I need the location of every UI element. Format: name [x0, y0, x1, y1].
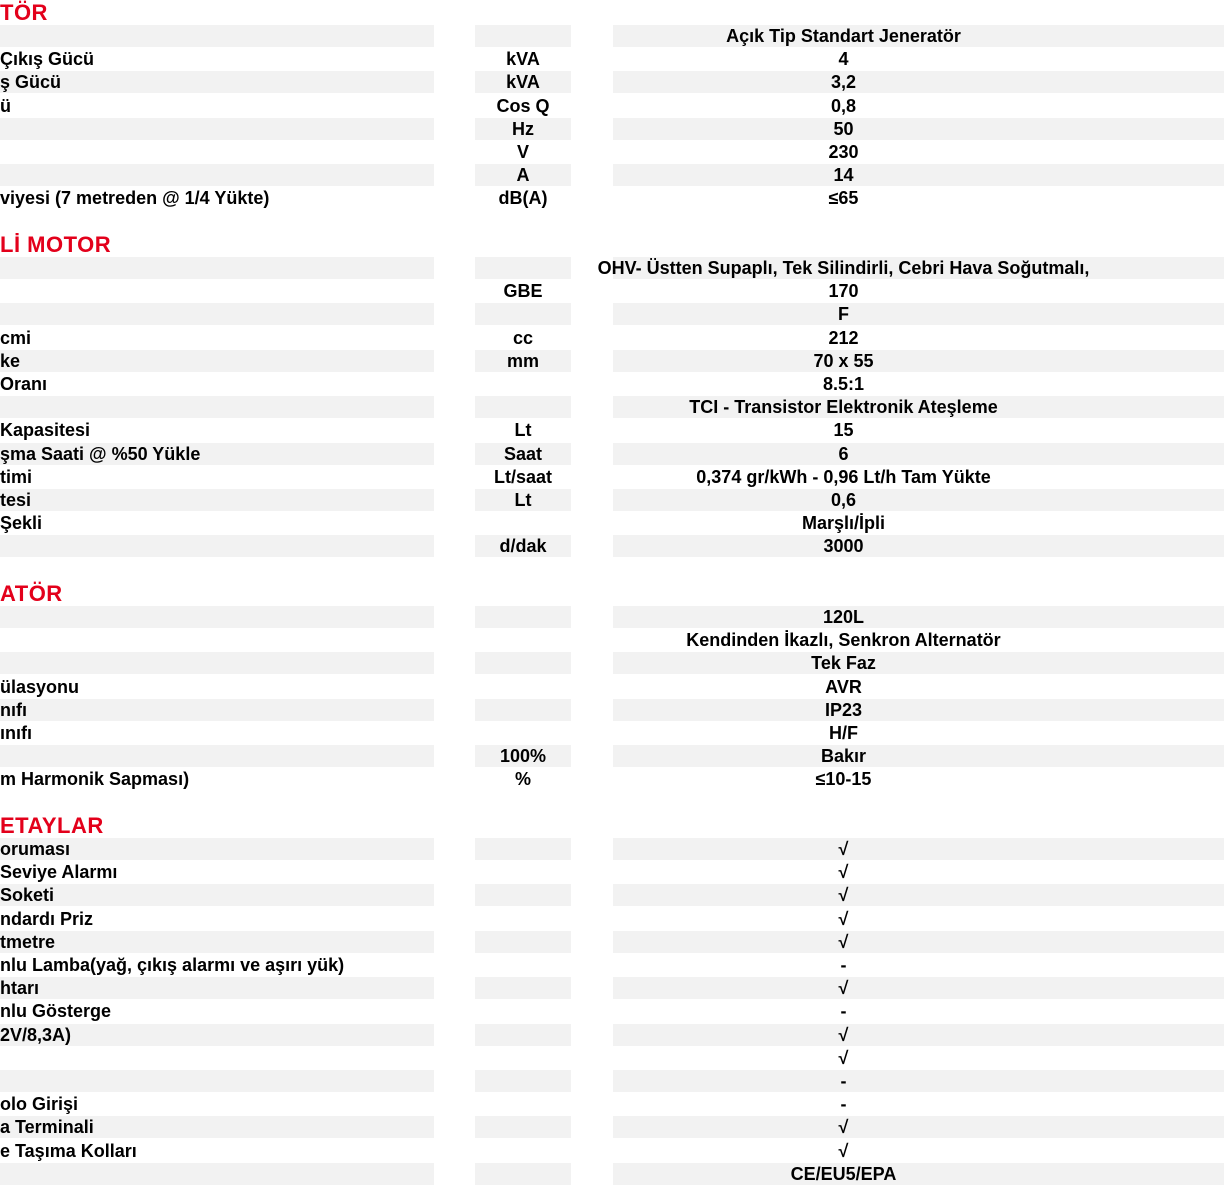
row-value-text: √ — [838, 1141, 849, 1161]
row-label: Seviye Alarmı — [0, 862, 118, 882]
row-label — [0, 25, 434, 47]
row-unit: Hz — [475, 118, 571, 140]
row-label: Şekli — [0, 513, 43, 533]
row-label: oruması — [0, 838, 434, 860]
table-row — [0, 1140, 1224, 1162]
row-value — [613, 977, 1224, 999]
row-value-text: ≤10-15 — [815, 769, 872, 789]
row-value-text: 230 — [828, 142, 859, 162]
row-label: nıfı — [0, 699, 434, 721]
row-label — [0, 606, 434, 628]
row-value-text: Tek Faz — [811, 653, 876, 673]
row-label: Kapasitesi — [0, 420, 91, 440]
row-value — [613, 652, 1224, 674]
row-value — [613, 629, 1224, 651]
table-row — [0, 1116, 1224, 1138]
row-value-text: 3,2 — [830, 72, 857, 92]
row-value-text: 3000 — [823, 536, 864, 556]
row-value — [613, 884, 1224, 906]
row-value — [613, 48, 1224, 70]
row-value — [613, 1093, 1224, 1115]
row-unit: A — [475, 164, 571, 186]
row-value — [613, 489, 1224, 511]
row-label: nlu Lamba(yağ, çıkış alarmı ve aşırı yük) — [0, 955, 345, 975]
row-value — [613, 535, 1224, 557]
row-label: olo Girişi — [0, 1094, 79, 1114]
table-row — [0, 25, 1224, 47]
row-label — [0, 745, 434, 767]
row-value-text: √ — [838, 932, 849, 952]
row-unit: Cos Q — [496, 96, 550, 116]
row-label: nlu Gösterge — [0, 1001, 112, 1021]
table-row — [0, 164, 1224, 186]
row-label: tesi — [0, 489, 434, 511]
row-value — [597, 257, 1224, 279]
row-value-text: 70 x 55 — [813, 351, 874, 371]
row-value — [613, 512, 1224, 534]
row-value-text: TCI - Transistor Elektronik Ateşleme — [689, 397, 998, 417]
row-label: şma Saati @ %50 Yükle — [0, 443, 434, 465]
table-row — [0, 419, 1224, 441]
row-value-text: √ — [838, 839, 849, 859]
row-value-text: IP23 — [824, 700, 863, 720]
table-row — [0, 443, 1224, 465]
row-label — [0, 1070, 434, 1092]
table-row — [0, 512, 1224, 534]
row-value — [613, 768, 1224, 790]
row-label: cmi — [0, 328, 32, 348]
row-value-text: 14 — [833, 165, 854, 185]
table-row — [0, 327, 1224, 349]
table-row — [0, 954, 1224, 976]
table-row — [0, 48, 1224, 70]
row-value — [613, 861, 1224, 883]
table-row — [0, 1000, 1224, 1022]
row-label — [0, 629, 434, 651]
row-label — [0, 280, 434, 302]
row-value — [613, 838, 1224, 860]
table-row — [0, 1024, 1224, 1046]
row-unit: kVA — [506, 49, 540, 69]
row-unit: % — [514, 769, 531, 789]
row-label — [0, 257, 434, 279]
section-title: Lİ MOTOR — [0, 232, 112, 257]
row-label: tmetre — [0, 931, 434, 953]
table-row — [0, 768, 1224, 790]
row-value-text: - — [840, 1094, 847, 1114]
row-value-text: Bakır — [820, 746, 867, 766]
row-value-text: 4 — [838, 49, 849, 69]
row-value-text: 120L — [822, 607, 865, 627]
row-value — [613, 164, 1224, 186]
row-unit: Saat — [475, 443, 571, 465]
table-row — [0, 908, 1224, 930]
row-value — [613, 1116, 1224, 1138]
row-unit: kVA — [475, 71, 571, 93]
row-value — [613, 1047, 1224, 1069]
table-row — [0, 699, 1224, 721]
row-value — [613, 280, 1224, 302]
row-value — [613, 327, 1224, 349]
row-value-text: √ — [838, 1025, 849, 1045]
row-label: ke — [0, 350, 434, 372]
row-value-text: √ — [838, 885, 849, 905]
row-value-text: OHV- Üstten Supaplı, Tek Silindirli, Cebri Hava Soğutmalı, — [597, 258, 1090, 278]
row-value-text: AVR — [825, 677, 862, 697]
row-value — [613, 187, 1224, 209]
row-unit: Lt — [514, 420, 532, 440]
table-row — [0, 95, 1224, 117]
row-unit: Lt — [475, 489, 571, 511]
row-value-text: - — [840, 1001, 847, 1021]
table-row — [0, 396, 1224, 418]
row-value — [613, 699, 1224, 721]
row-value — [613, 1070, 1224, 1092]
table-row — [0, 489, 1224, 511]
table-row — [0, 303, 1224, 325]
row-label: Oranı — [0, 374, 48, 394]
row-unit: 100% — [475, 745, 571, 767]
section-title: ATÖR — [0, 581, 63, 606]
row-label — [0, 303, 434, 325]
table-row — [0, 629, 1224, 651]
table-row — [0, 745, 1224, 767]
row-value — [613, 466, 1224, 488]
section-title: ETAYLAR — [0, 813, 104, 838]
row-value — [613, 25, 1224, 47]
table-row — [0, 722, 1224, 744]
row-value — [613, 1163, 1224, 1185]
row-value — [613, 745, 1224, 767]
row-value-text: 0,8 — [830, 96, 857, 116]
row-value-text: Kendinden İkazlı, Senkron Alternatör — [686, 630, 1001, 650]
row-value-text: 0,374 gr/kWh - 0,96 Lt/h Tam Yükte — [696, 467, 991, 487]
section-title: TÖR — [0, 0, 48, 25]
table-row — [0, 350, 1224, 372]
table-row — [0, 676, 1224, 698]
row-value-text: √ — [838, 1048, 849, 1068]
row-value-text: CE/EU5/EPA — [790, 1164, 897, 1184]
row-label — [0, 1047, 434, 1069]
row-label: Soketi — [0, 884, 434, 906]
row-label: ınıfı — [0, 723, 32, 743]
table-row — [0, 861, 1224, 883]
row-value — [613, 71, 1224, 93]
row-value-text: - — [840, 955, 847, 975]
row-value — [613, 676, 1224, 698]
row-value-text: 170 — [828, 281, 859, 301]
table-row — [0, 838, 1224, 860]
table-row — [0, 187, 1224, 209]
row-value-text: 0,6 — [830, 490, 857, 510]
row-label — [0, 652, 434, 674]
row-value — [613, 118, 1224, 140]
row-value — [613, 1024, 1224, 1046]
table-row — [0, 1163, 1224, 1185]
row-value-text: 212 — [828, 328, 859, 348]
row-label: e Taşıma Kolları — [0, 1141, 137, 1161]
row-value — [613, 95, 1224, 117]
row-label: viyesi (7 metreden @ 1/4 Yükte) — [0, 188, 270, 208]
row-value — [613, 303, 1224, 325]
table-row — [0, 118, 1224, 140]
row-value-text: 50 — [833, 119, 854, 139]
table-row — [0, 652, 1224, 674]
row-label — [0, 535, 434, 557]
row-label: m Harmonik Sapması) — [0, 769, 190, 789]
row-value — [613, 954, 1224, 976]
row-label — [0, 396, 434, 418]
row-label — [0, 118, 434, 140]
row-unit: cc — [512, 328, 534, 348]
row-value-text: 8.5:1 — [822, 374, 865, 394]
row-value — [613, 419, 1224, 441]
row-value — [613, 1140, 1224, 1162]
row-label: ülasyonu — [0, 677, 80, 697]
table-row — [0, 1093, 1224, 1115]
table-row — [0, 466, 1224, 488]
row-label: htarı — [0, 977, 434, 999]
row-value — [613, 350, 1224, 372]
row-value — [613, 931, 1224, 953]
row-value-text: Marşlı/İpli — [801, 513, 886, 533]
row-label — [0, 141, 434, 163]
row-value-text: Açık Tip Standart Jeneratör — [726, 26, 961, 46]
row-label: 2V/8,3A) — [0, 1024, 434, 1046]
table-row — [0, 535, 1224, 557]
row-label: ndardı Priz — [0, 909, 94, 929]
row-unit: GBE — [503, 281, 543, 301]
table-row — [0, 931, 1224, 953]
row-unit: V — [516, 142, 529, 162]
row-label: timi — [0, 467, 33, 487]
row-value-text: H/F — [829, 723, 858, 743]
row-value-text: 6 — [838, 444, 849, 464]
row-label — [0, 1163, 434, 1185]
table-row — [0, 977, 1224, 999]
row-value-text: √ — [838, 978, 849, 998]
row-label: a Terminali — [0, 1116, 434, 1138]
row-label: Çıkış Gücü — [0, 49, 95, 69]
row-unit: dB(A) — [498, 188, 548, 208]
row-label — [0, 164, 434, 186]
row-value — [613, 141, 1224, 163]
row-value — [613, 722, 1224, 744]
row-label: ü — [0, 96, 11, 116]
table-row — [0, 1047, 1224, 1069]
row-value — [613, 1000, 1224, 1022]
row-value-text: √ — [838, 862, 849, 882]
table-row — [0, 141, 1224, 163]
table-row — [0, 373, 1224, 395]
row-value-text: √ — [838, 1117, 849, 1137]
table-row — [0, 257, 1224, 279]
row-value-text: √ — [838, 909, 849, 929]
row-value-text: F — [838, 304, 849, 324]
row-value-text: ≤65 — [828, 188, 859, 208]
row-value-text: - — [840, 1071, 847, 1091]
row-label: ş Gücü — [0, 71, 434, 93]
row-value — [613, 606, 1224, 628]
table-row — [0, 606, 1224, 628]
row-value-text: 15 — [833, 420, 854, 440]
table-row — [0, 884, 1224, 906]
table-row — [0, 71, 1224, 93]
table-row — [0, 1070, 1224, 1092]
row-value — [613, 396, 1224, 418]
row-value — [613, 443, 1224, 465]
row-unit: Lt/saat — [493, 467, 553, 487]
row-unit: mm — [475, 350, 571, 372]
row-unit: d/dak — [475, 535, 571, 557]
row-value — [613, 373, 1224, 395]
row-value — [613, 908, 1224, 930]
table-row — [0, 280, 1224, 302]
